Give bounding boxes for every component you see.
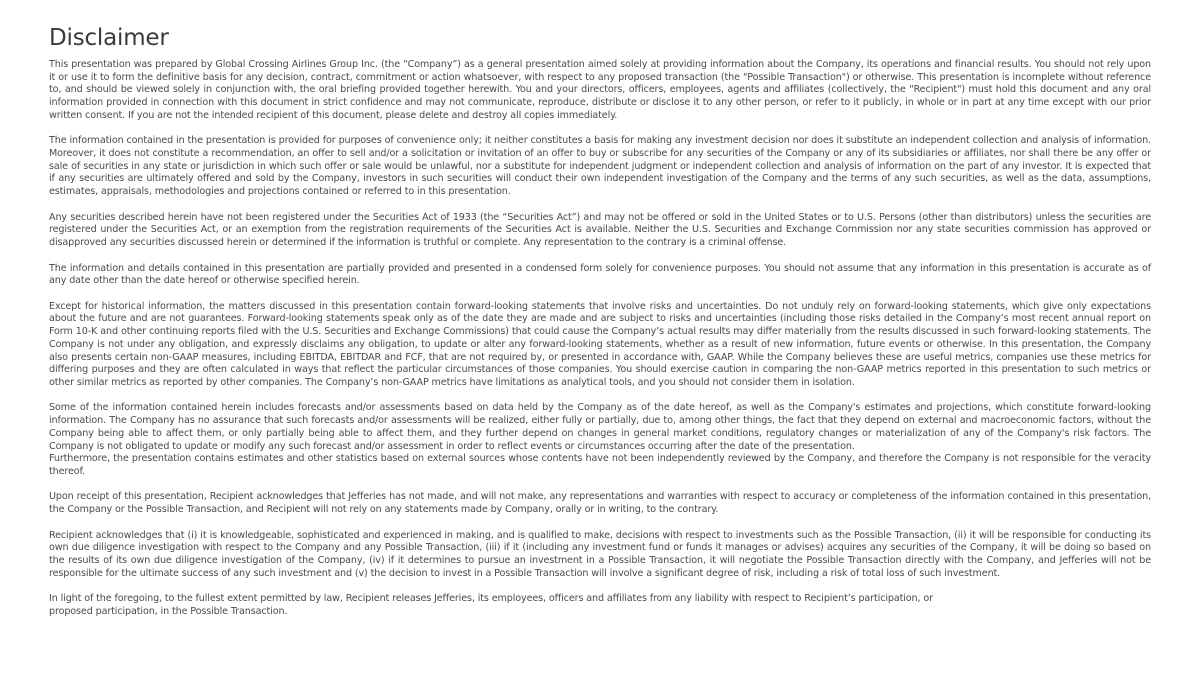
paragraph-external-sources: Furthermore, the presentation contains estimates and other statistics based on external sources whose contents have not been independently reviewed by the Company, and therefore the Company is not responsible for the veracity thereof. <box>49 453 1151 477</box>
paragraph-condensed-form: The information and details contained in this presentation are partially provided and presented in a condensed form solely for convenience purposes. You should not assume that any information in this presentation is accurate as of any date other than the date hereof or otherwise specified herein. <box>49 262 1151 287</box>
paragraph-convenience-only: The information contained in the presentation is provided for purposes of convenience only; it neither constitutes a basis for making any investment decision nor does it substitute an independent collection and analysis of information. Moreover, it does not constitute a recommendation, an offer to sell and/or a solicitation or invitation of an offer to buy or subscribe for any securities of the Company or any of its subsidiaries or affiliates, nor shall there be any offer or sale of securities in any state or jurisdiction in which such offer or sale would be unlawful, nor a substitute for independent judgment or independent collection and analysis of information on the part of any investor. It is expected that if any securities are ultimately offered and sold by the Company, investors in such securities will conduct their own independent investigation of the Company and the terms of any such securities, as well as the data, assumptions, estimates, appraisals, methodologies and projections contained or referred to in this presentation. <box>49 135 1151 198</box>
paragraph-forecasts: Some of the information contained herein includes forecasts and/or assessments based on data held by the Company as of the date hereof, as well as the Company's estimates and projections, which constitute forward-looking information. The Company has no assurance that such forecasts and/or assessments will be realized, either fully or partially, due to, among other things, the fact that they depend on external and macroeconomic factors, without the Company being able to affect them, or only partially being able to affect them, and they further depend on changes in general market conditions, regulatory changes or materialization of any of the Company's risk factors. The Company is not obligated to update or modify any such forecast and/or assessment in order to reflect events or circumstances occurring after the date of the presentation. <box>49 402 1151 452</box>
paragraph-presentation-purpose: This presentation was prepared by Global Crossing Airlines Group Inc. (the “Company”) as a general presentation aimed solely at providing information about the Company, its operations and financial results. You should not rely upon it or use it to form the definitive basis for any decision, contract, commitment or action whatsoever, with respect to any proposed transaction (the "Possible Transaction") or otherwise. This presentation is incomplete without reference to, and should be viewed solely in conjunction with, the oral briefing provided together herewith. You and your directors, officers, employees, agents and affiliates (collectively, the "Recipient") must hold this document and any oral information provided in connection with this document in strict confidence and may not communicate, reproduce, distribute or disclose it to any other person, or refer to it publicly, in whole or in part at any time except with our prior written consent. If you are not the intended recipient of this document, please delete and destroy all copies immediately. <box>49 59 1151 121</box>
paragraph-jefferies-representations: Upon receipt of this presentation, Recipient acknowledges that Jefferies has not made, and will not make, any representations and warranties with respect to accuracy or completeness of the information contained in this presentation, the Company or the Possible Transaction, and Recipient will not rely on any statements made by Company, orally or in writing, to the contrary. <box>49 491 1151 516</box>
disclaimer-slide <box>49 22 1151 631</box>
paragraph-release-of-liability: In light of the foregoing, to the fullest extent permitted by law, Recipient releases Jefferies, its employees, officers and affiliates from any liability with respect to Recipient’s participation, or proposed participation, in the Possible Transaction. <box>49 593 933 617</box>
paragraph-forward-looking: Except for historical information, the matters discussed in this presentation contain forward-looking statements that involve risks and uncertainties. Do not unduly rely on forward-looking statements, which give only expectations about the future and are not guarantees. Forward-looking statements speak only as of the date they are made and are subject to risks and uncertainties (including those risks detailed in the Company’s most recent annual report on Form 10-K and other continuing reports filed with the U.S. Securities and Exchange Commissions) that could cause the Company’s actual results may differ materially from the results discussed in such forward-looking statements. The Company is not under any obligation, and expressly disclaims any obligation, to update or alter any forward-looking statements, whether as a result of new information, future events or otherwise. In this presentation, the Company also presents certain non-GAAP measures, including EBITDA, EBITDAR and FCF, that are not required by, or presented in accordance with, GAAP. While the Company believes these are useful metrics, companies use these metrics for differing purposes and they are often calculated in ways that reflect the particular circumstances of those companies. You should exercise caution in comparing the non-GAAP metrics reported in this presentation to such metrics or other similar metrics as reported by other companies. The Company’s non-GAAP metrics have limitations as analytical tools, and you should not consider them in isolation. <box>49 300 1151 388</box>
paragraph-securities-act: Any securities described herein have not been registered under the Securities Act of 1933 (the “Securities Act”) and may not be offered or sold in the United States or to U.S. Persons (other than distributors) unless the securities are registered under the Securities Act, or an exemption from the registration requirements of the Securities Act is available. Neither the U.S. Securities and Exchange Commission nor any state securities commission has approved or disapproved any securities discussed herein or determined if the information is truthful or complete. Any representation to the contrary is a criminal offense. <box>49 211 1151 249</box>
page-title: Disclaimer <box>49 25 169 51</box>
paragraph-recipient-acknowledgements: Recipient acknowledges that (i) it is knowledgeable, sophisticated and experienced in making, and is qualified to make, decisions with respect to investments such as the Possible Transaction, (ii) it will be responsible for conducting its own due diligence investigation with respect to the Company and any Possible Transaction, (iii) if it (including any investment fund or funds it manages or advises) acquires any securities of the Company, it will be doing so based on the results of its own due diligence investigation of the Company, (iv) if it determines to pursue an investment in a Possible Transaction, it will negotiate the Possible Transaction directly with the Company, and Jefferies will not be responsible for the ultimate success of any such investment and (v) the decision to invest in a Possible Transaction will involve a significant degree of risk, including a risk of total loss of such investment. <box>49 529 1151 579</box>
